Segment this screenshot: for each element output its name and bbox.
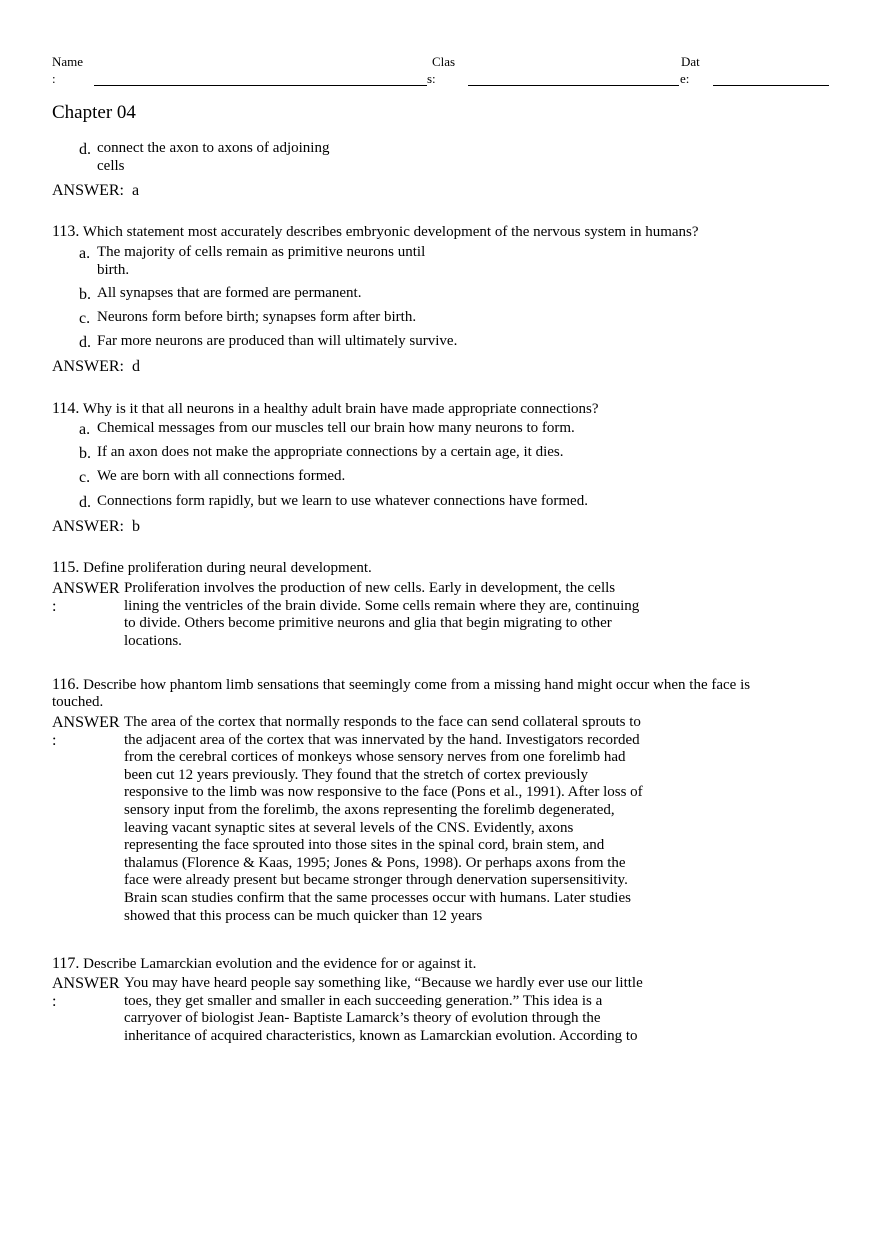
answer-line	[52, 182, 139, 200]
option-text-line: cells	[97, 157, 125, 174]
chapter-title: Chapter 04	[52, 102, 136, 123]
date-field[interactable]	[713, 85, 829, 86]
answer-line: showed that this process can be much quicker than 12 years	[124, 907, 483, 924]
option-text-line: The majority of cells remain as primitive neurons until	[97, 244, 426, 260]
question-text	[52, 223, 699, 241]
option-letter: c.	[79, 310, 91, 327]
question-number: 114.	[52, 400, 80, 417]
answer-value: a	[132, 182, 140, 199]
answer-value: b	[132, 518, 140, 535]
answer-label: ANSWER:	[52, 182, 124, 199]
option-text	[97, 244, 425, 279]
question-prompt-cont: touched.	[52, 694, 104, 710]
answer-body	[124, 975, 684, 1045]
answer-line: sensory input from the forelimb, the axons representing the forelimb degenerated,	[124, 801, 615, 818]
question-number: 117.	[52, 955, 80, 972]
answer-label-text: ANSWER	[52, 714, 120, 731]
answer-body	[124, 580, 684, 650]
option-text: Connections form rapidly, but we learn to use whatever connections have formed.	[97, 493, 588, 509]
answer-line: to divide. Others become primitive neurons and glia that begin migrating to other	[124, 615, 612, 632]
answer-value: d	[132, 358, 140, 375]
answer-line: carryover of biologist Jean- Baptiste Lamarck’s theory of evolution through the	[124, 1010, 601, 1027]
answer-line: responsive to the limb was now responsive to the face (Pons et al., 1991). After loss of	[124, 784, 643, 801]
answer-label-colon: :	[52, 993, 57, 1010]
option-letter: b.	[79, 286, 91, 303]
question-prompt: Which statement most accurately describes embryonic development of the nervous system in humans?	[82, 224, 699, 240]
answer-line: The area of the cortex that normally responds to the face can send collateral sprouts to	[124, 714, 641, 730]
question-text	[52, 400, 599, 418]
option-text: Neurons form before birth; synapses form after birth.	[97, 309, 417, 325]
answer-line	[52, 358, 140, 376]
option-letter: a.	[79, 245, 91, 262]
question-prompt: Why is it that all neurons in a healthy adult brain have made appropriate connections?	[82, 401, 599, 417]
question-prompt: Describe how phantom limb sensations that seemingly come from a missing hand might occur when the face is	[83, 677, 751, 693]
answer-line: thalamus (Florence & Kaas, 1995; Jones & Pons, 1998). Or perhaps axons from the	[124, 854, 626, 871]
question-text	[52, 559, 372, 577]
option-letter: d.	[79, 494, 91, 511]
option-letter: a.	[79, 421, 91, 438]
answer-label	[52, 580, 120, 616]
answer-label-colon: :	[52, 598, 57, 615]
answer-line: locations.	[124, 632, 182, 649]
question-prompt: Define proliferation during neural development.	[83, 560, 372, 576]
option-letter: d.	[79, 141, 91, 158]
question-number: 116.	[52, 676, 80, 693]
option-text: We are born with all connections formed.	[97, 468, 346, 484]
question-line	[52, 676, 832, 694]
answer-label	[52, 714, 120, 750]
answer-label-text: ANSWER	[52, 580, 120, 597]
name-label: Name	[52, 54, 84, 69]
class-label: Clas	[432, 54, 456, 69]
date-label-suffix: e:	[680, 71, 690, 86]
option-letter: b.	[79, 445, 91, 462]
answer-line: representing the face sprouted into those sites in the spinal cord, brain stem, and	[124, 837, 605, 854]
answer-line	[52, 518, 140, 536]
answer-line: Proliferation involves the production of new cells. Early in development, the cells	[124, 580, 616, 596]
answer-line: from the cerebral cortices of monkeys whose sensory nerves from one forelimb had	[124, 749, 626, 766]
name-field[interactable]	[94, 85, 427, 86]
answer-line: been cut 12 years previously. They found that the stretch of cortex previously	[124, 766, 589, 783]
answer-line: inheritance of acquired characteristics, known as Lamarckian evolution. According to	[124, 1027, 638, 1044]
answer-line: toes, they get smaller and smaller in each succeeding generation.” This idea is a	[124, 992, 603, 1009]
answer-line: the adjacent area of the cortex that was innervated by the hand. Investigators recorded	[124, 731, 640, 748]
option-text	[97, 140, 329, 175]
option-letter: d.	[79, 334, 91, 351]
option-text: Chemical messages from our muscles tell our brain how many neurons to form.	[97, 420, 575, 436]
answer-label	[52, 975, 120, 1011]
answer-body	[124, 714, 684, 925]
option-text-line: connect the axon to axons of adjoining	[97, 140, 330, 156]
answer-line: You may have heard people say something like, “Because we hardly ever use our little	[124, 975, 643, 991]
question-number: 115.	[52, 559, 80, 576]
question-text	[52, 676, 832, 711]
question-text	[52, 955, 476, 973]
answer-label: ANSWER:	[52, 358, 124, 375]
option-text-line: birth.	[97, 261, 130, 278]
question-number: 113.	[52, 223, 80, 240]
answer-label-text: ANSWER	[52, 975, 120, 992]
option-text: Far more neurons are produced than will ultimately survive.	[97, 333, 458, 349]
option-text: If an axon does not make the appropriate connections by a certain age, it dies.	[97, 444, 564, 460]
answer-line: face were already present but became stronger through denervation supersensitivity.	[124, 872, 628, 889]
option-letter: c.	[79, 469, 91, 486]
option-text: All synapses that are formed are permanent.	[97, 285, 362, 301]
answer-line: lining the ventricles of the brain divide. Some cells remain where they are, continuing	[124, 597, 640, 614]
answer-label-colon: :	[52, 732, 57, 749]
answer-line: Brain scan studies confirm that the same processes occur with humans. Later studies	[124, 889, 631, 906]
question-prompt: Describe Lamarckian evolution and the evidence for or against it.	[83, 956, 477, 972]
class-field[interactable]	[468, 85, 679, 86]
answer-line: leaving vacant synaptic sites at several levels of the CNS. Evidently, axons	[124, 819, 574, 836]
answer-label: ANSWER:	[52, 518, 124, 535]
date-label: Dat	[681, 54, 700, 69]
class-label-suffix: s:	[427, 71, 436, 86]
name-label-colon: :	[52, 71, 56, 86]
